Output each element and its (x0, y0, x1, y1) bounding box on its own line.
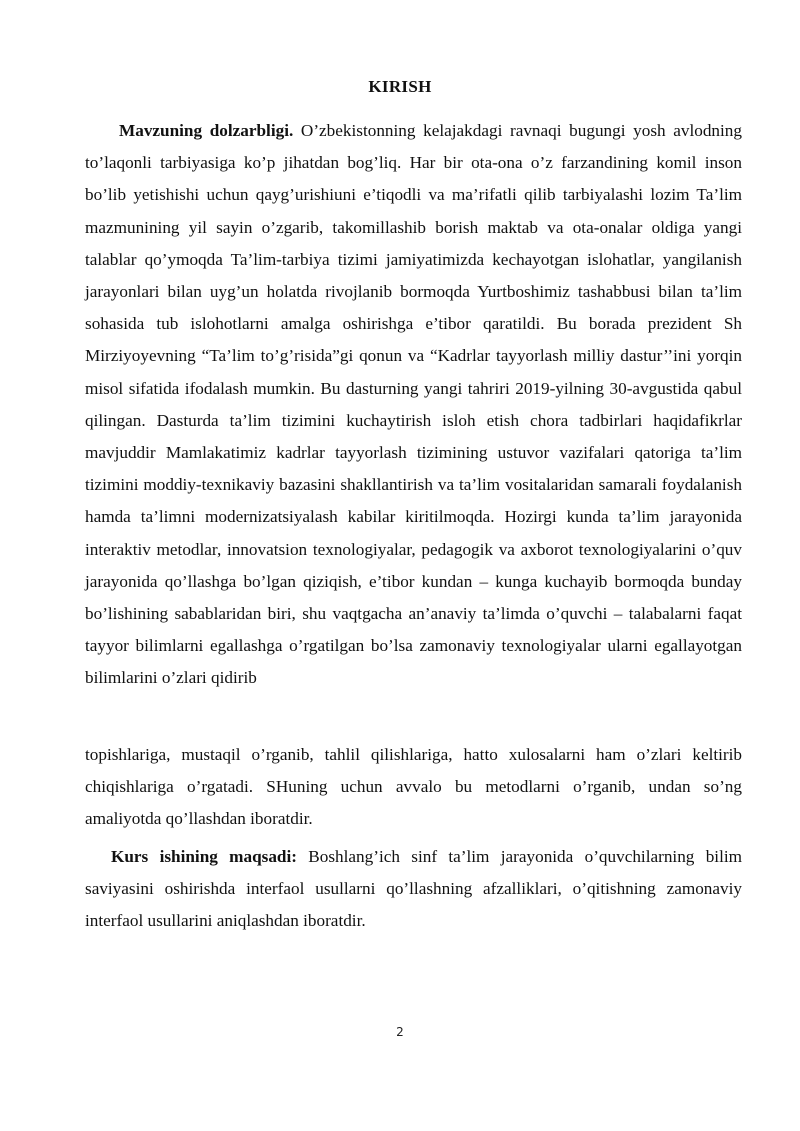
section-title: KIRISH (368, 77, 432, 96)
continuation-body: topishlariga, mustaqil o’rganib, tahlil qilishlariga, hatto xulosalarni ham o’zlari keltirib chiqishlariga o’rgatadi. SHuning uchun avvalo bu metodlarni o’rganib, undan so’ng amaliyotda qo’llashdan iboratdir. (85, 745, 742, 829)
relevance-body: O’zbekistonning kelajakdagi ravnaqi bugungi yosh avlodning to’laqonli tarbiyasiga ko’p jihatdan bog’liq. Har bir ota-ona o’z farzandining komil inson bo’lib yetishishi uchun qayg’urishiuni e’tiqodli va ma’rifatli qilib tarbiyalashi lozim Ta’lim mazmunining yil sayin o’zgarib, takomillashib borish maktab va ota-onalar oldiga yangi talablar qo’ymoqda Ta’lim-tarbiya tizimi jamiyatimizda kechayotgan islohatlar, yangilanish jarayonlari bilan uyg’un holatda rivojlanib bormoqda Yurtboshimiz tashabbusi bilan ta’lim sohasida tub islohotlarni amalga oshirishga e’tibor qaratildi. Bu borada prezident Sh Mirziyoyevning “Ta’lim to’g’risida”gi qonun va “Kadrlar tayyorlash milliy dastur’’ini yorqin misol sifatida ifodalash mumkin. Bu dasturning yangi tahriri 2019-yilning 30-avgustida qabul qilingan. Dasturda ta’lim tizimini kuchaytirish isloh etish chora tadbirlari haqidafikrlar mavjuddir Mamlakatimiz kadrlar tayyorlash tizimining ustuvor vazifalari qatoriga ta’lim tizimini moddiy-texnikaviy bazasini shakllantirish va ta’lim vositalaridan samarali foydalanish hamda ta’limni modernizatsiyalash kabilar kiritilmoqda. Hozirgi kunda ta’lim jarayonida interaktiv metodlar, innovatsion texnologiyalar, pedagogik va axborot texnologiyalarini o’quv jarayonida qo’llashga bo’lgan qiziqish, e’tibor kundan – kunga kuchayib bormoqda bunday bo’lishining sabablaridan biri, shu vaqtgacha an’anaviy ta’limda o’quvchi – talabalarni faqat tayyor bilimlarni egallashga o’rgatilgan bo’lsa zamonaviy texnologiyalar ularni egallayotgan bilimlarini o’zlari qidirib (85, 121, 742, 688)
goal-paragraph (85, 841, 742, 938)
continuation-paragraph (85, 739, 742, 836)
relevance-paragraph (85, 115, 742, 695)
relevance-heading: Mavzuning dolzarbligi. (119, 121, 294, 140)
goal-heading: Kurs ishining maqsadi: (111, 847, 297, 866)
page-number: 2 (396, 1025, 404, 1039)
goal-body: Boshlang’ich sinf ta’lim jarayonida o’quvchilarning bilim saviyasini oshirishda interfaol usullarni qo’llashning afzalliklari, o’qitishning zamonaviy interfaol usullarini aniqlashdan iboratdir. (85, 847, 742, 931)
